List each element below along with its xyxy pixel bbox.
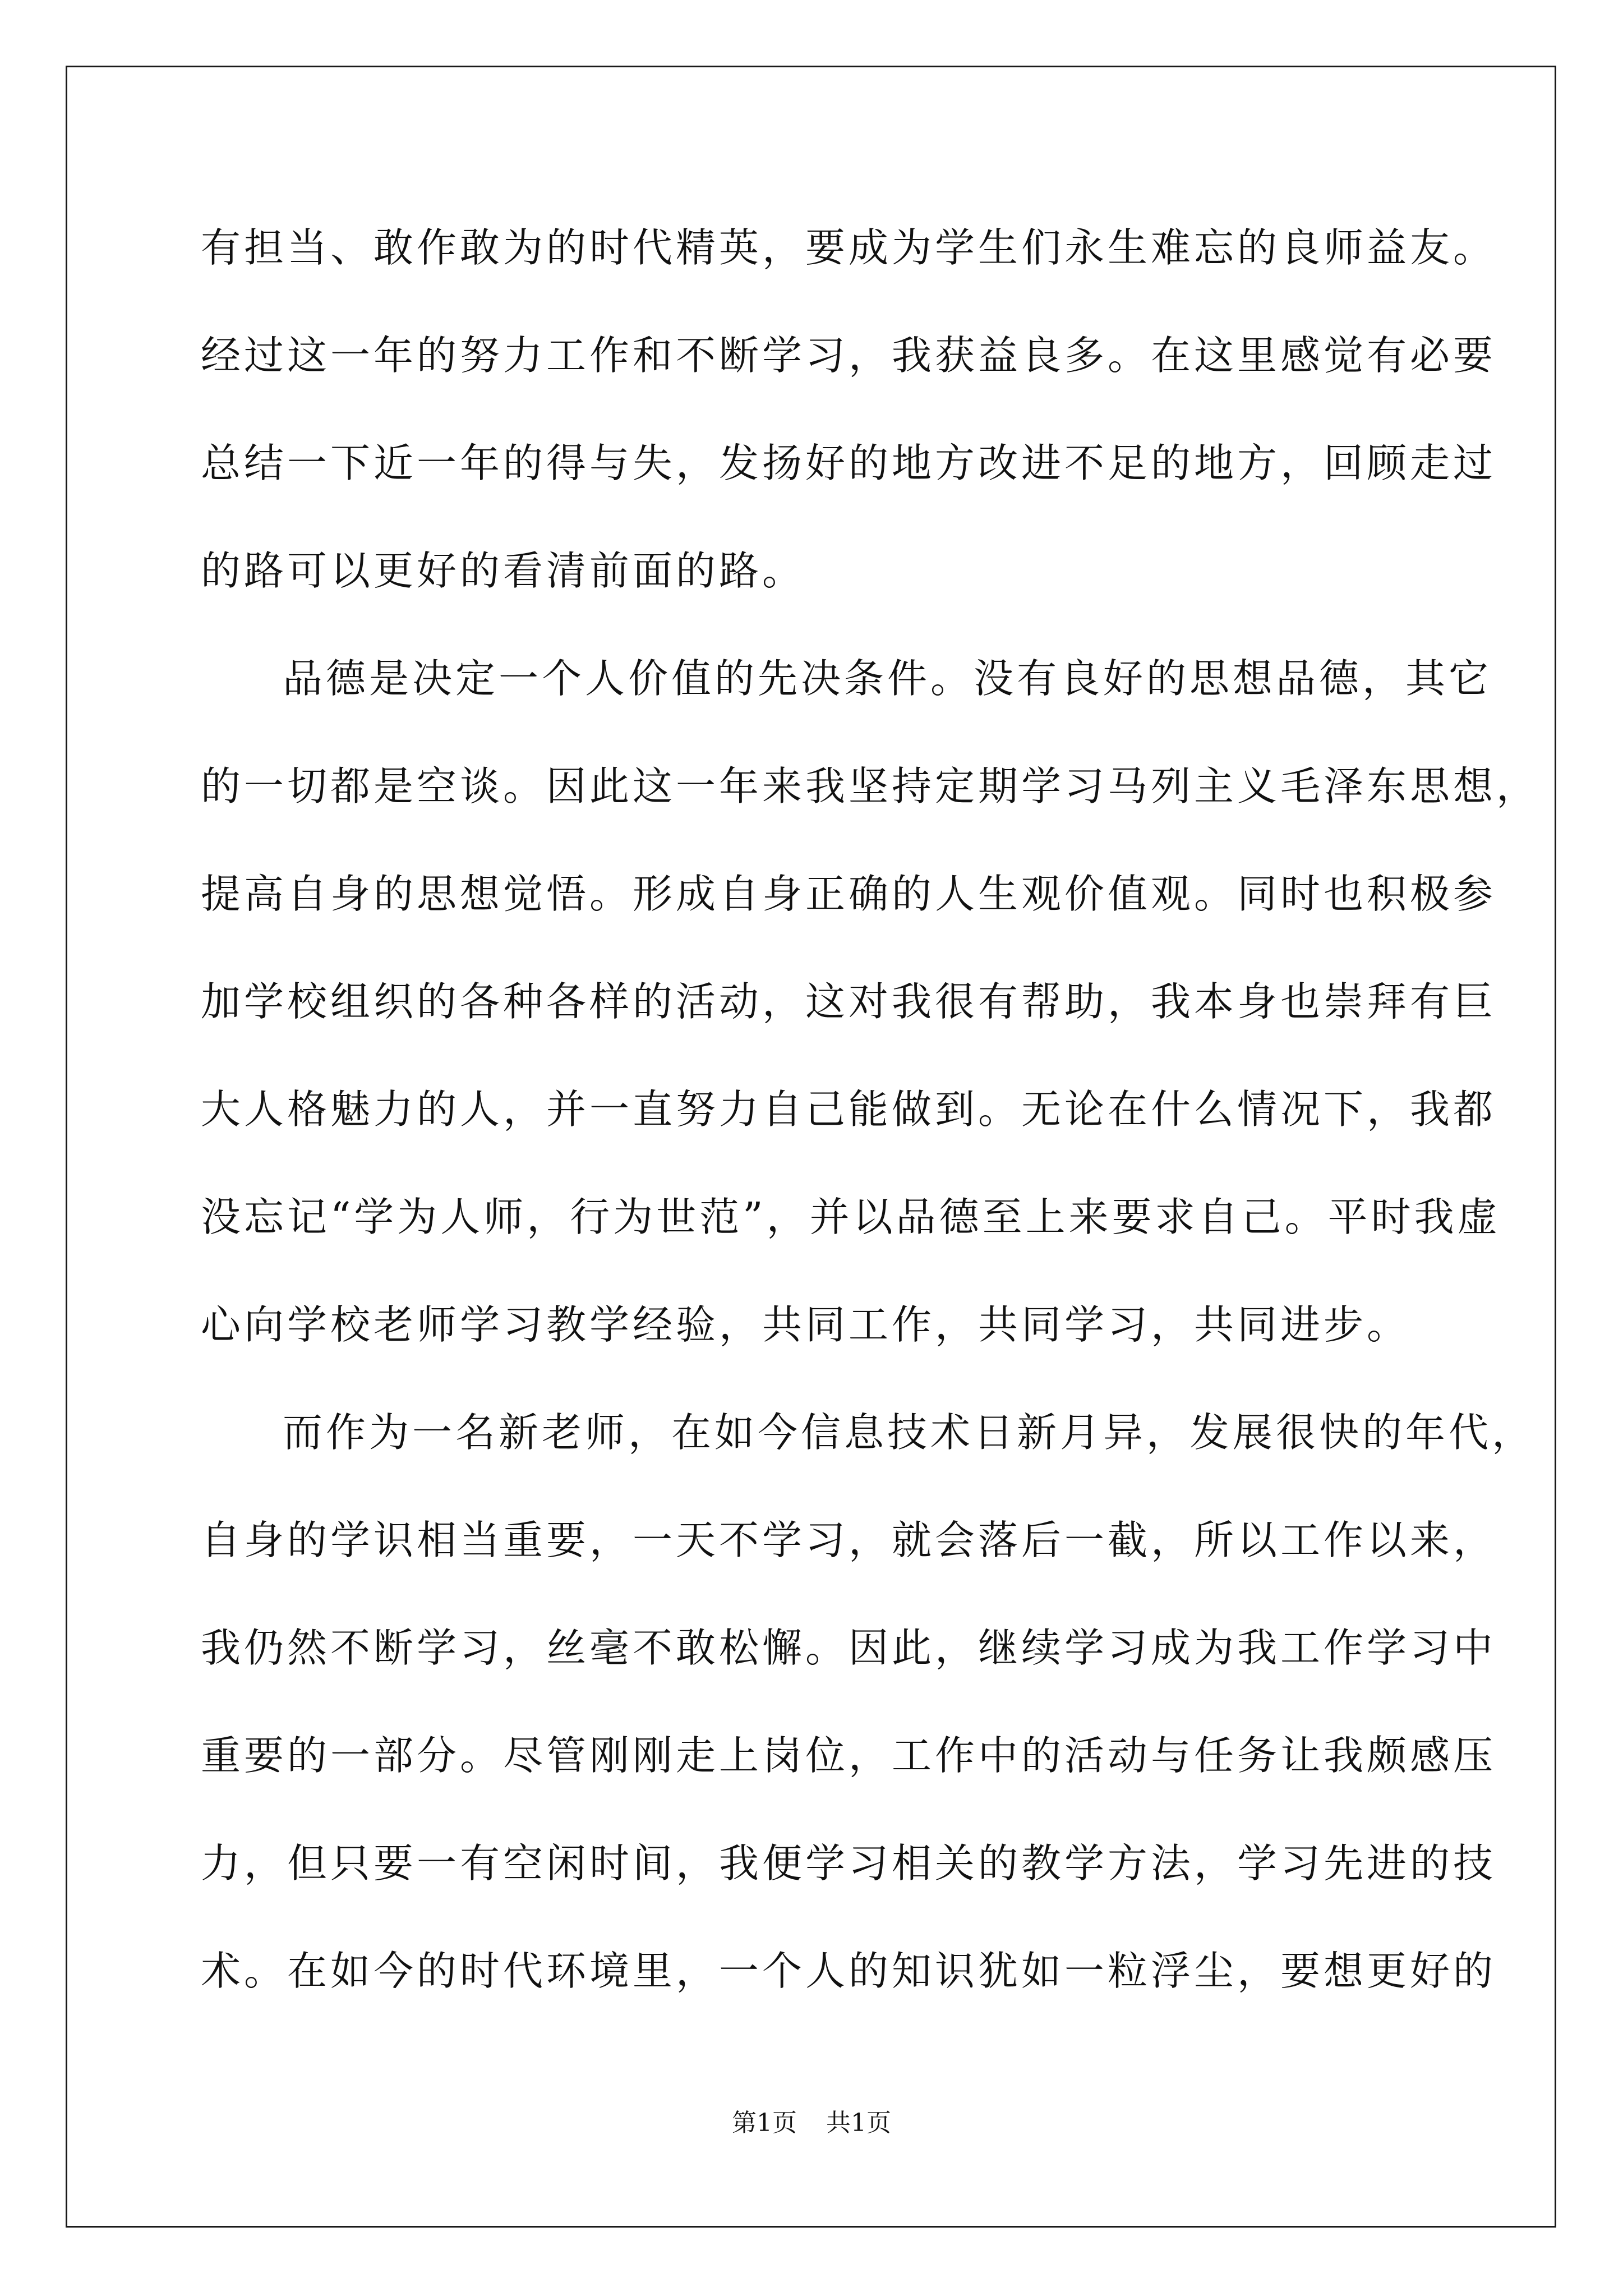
text-line: 品德是决定一个人价值的先决条件。没有良好的思想品德，其它	[283, 655, 1492, 702]
current-page-label: 第1页	[732, 2109, 797, 2137]
document-body	[201, 220, 1540, 2051]
text-line: 有担当、敢作敢为的时代精英，要成为学生们永生难忘的良师益友。	[201, 224, 1497, 271]
text-line: 而作为一名新老师，在如今信息技术日新月异，发展很快的年代，	[283, 1409, 1536, 1456]
text-line: 大人格魅力的人，并一直努力自己能做到。无论在什么情况下，我都	[201, 1086, 1497, 1133]
text-line: 心向学校老师学习教学经验，共同工作，共同学习，共同进步。	[201, 1301, 1410, 1348]
text-line: 经过这一年的努力工作和不断学习，我获益良多。在这里感觉有必要	[201, 332, 1497, 379]
text-line: 自身的学识相当重要，一天不学习，就会落后一截，所以工作以来，	[201, 1517, 1497, 1563]
text-line: 总结一下近一年的得与失，发扬好的地方改进不足的地方，回顾走过	[201, 440, 1497, 486]
text-line: 我仍然不断学习，丝毫不敢松懈。因此，继续学习成为我工作学习中	[201, 1625, 1497, 1671]
text-line: 加学校组织的各种各样的活动，这对我很有帮助，我本身也崇拜有巨	[201, 978, 1497, 1025]
total-pages-label: 共1页	[826, 2109, 891, 2137]
text-line: 重要的一部分。尽管刚刚走上岗位，工作中的活动与任务让我颇感压	[201, 1732, 1497, 1779]
page-footer	[0, 2102, 1623, 2138]
text-line: 提高自身的思想觉悟。形成自身正确的人生观价值观。同时也积极参	[201, 871, 1497, 917]
text-line: 没忘记“学为人师，行为世范”，并以品德至上来要求自己。平时我虚	[201, 1194, 1501, 1240]
text-line: 的路可以更好的看清前面的路。	[201, 547, 806, 594]
text-line: 力，但只要一有空闲时间，我便学习相关的教学方法，学习先进的技	[201, 1840, 1497, 1887]
text-line: 的一切都是空谈。因此这一年来我坚持定期学习马列主义毛泽东思想，	[201, 763, 1540, 809]
text-line: 术。在如今的时代环境里，一个人的知识犹如一粒浮尘，要想更好的	[201, 1948, 1497, 1994]
